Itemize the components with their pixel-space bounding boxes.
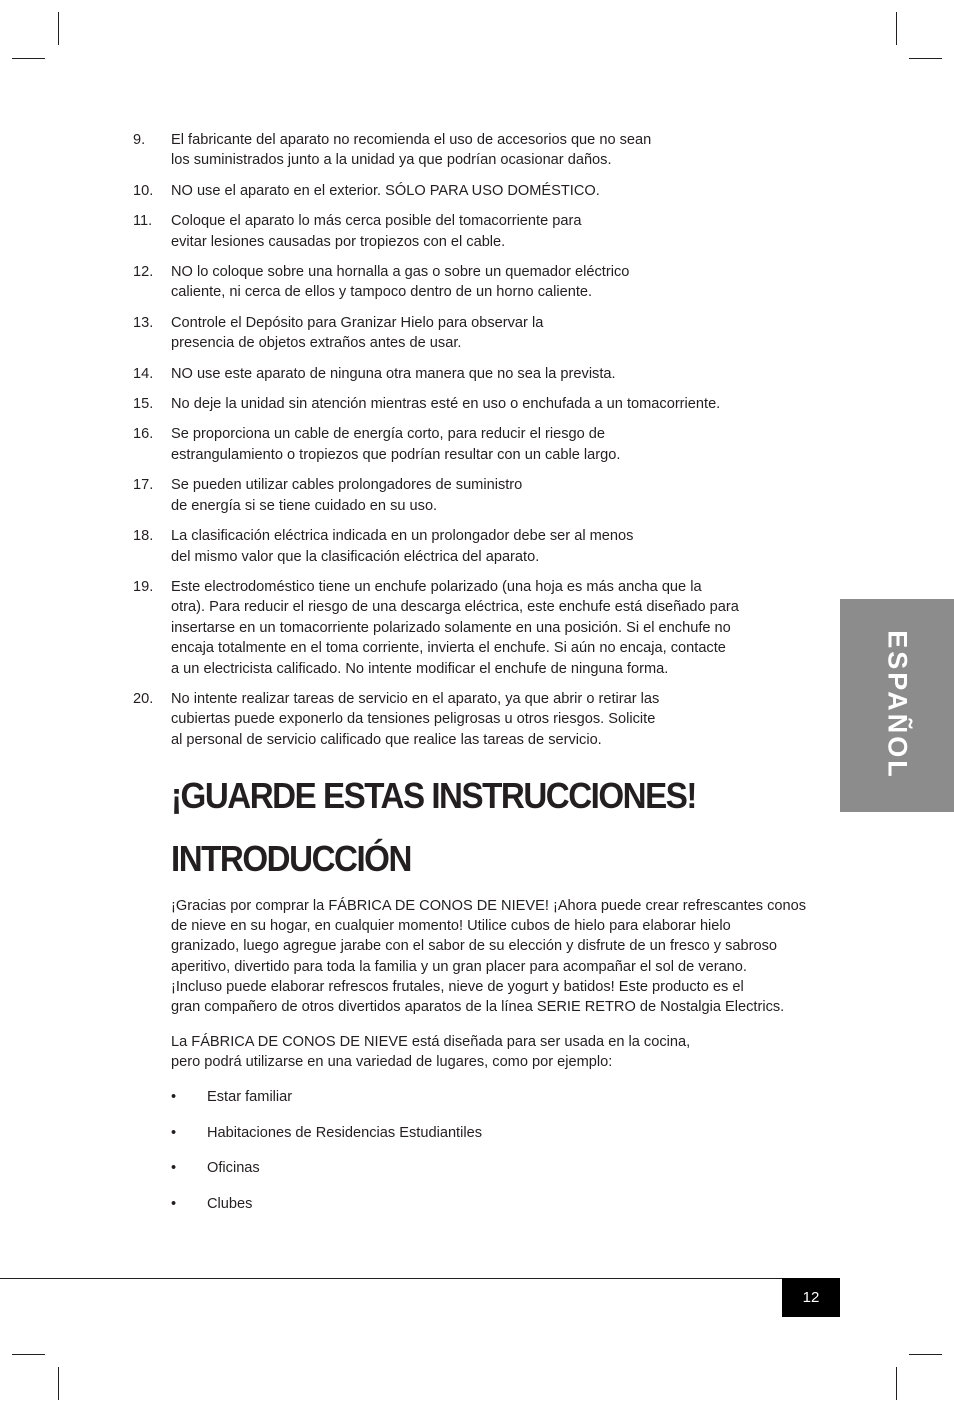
text-line: presencia de objetos extraños antes de usar.	[171, 335, 462, 352]
list-item-text	[171, 424, 840, 465]
text-line: granizado, luego agregue jarabe con el sabor de su elección y disfrute de un fresco y sabroso	[171, 938, 778, 955]
bullet-text: Oficinas	[207, 1160, 260, 1176]
intro-paragraph-1	[171, 896, 831, 1017]
safety-instructions-list	[0, 130, 840, 760]
list-item	[0, 211, 840, 252]
text-line: a un electricista calificado. No intente modificar el enchufe de ninguna forma.	[171, 660, 669, 677]
crop-mark	[896, 12, 897, 45]
language-tab-label: ESPAÑOL	[882, 630, 913, 780]
list-item	[0, 364, 840, 384]
list-item-number: 18.	[133, 528, 154, 545]
text-line: los suministrados junto a la unidad ya que podrían ocasionar daños.	[171, 152, 612, 169]
list-item-number: 11.	[133, 213, 153, 230]
list-item	[0, 689, 840, 750]
text-line: Coloque el aparato lo más cerca posible del tomacorriente para	[171, 213, 582, 230]
list-item-number: 10.	[133, 182, 154, 199]
list-item-text	[171, 262, 840, 303]
list-item-text	[171, 130, 840, 171]
text-line: Se pueden utilizar cables prolongadores de suministro	[171, 477, 523, 494]
text-line: pero podrá utilizarse en una variedad de lugares, como por ejemplo:	[171, 1054, 613, 1071]
list-item-text	[171, 313, 840, 354]
text-line: insertarse en un tomacorriente polarizado solamente en una posición. Si el enchufe no	[171, 619, 731, 636]
crop-mark	[12, 58, 45, 59]
text-line: La FÁBRICA DE CONOS DE NIEVE está diseñada para ser usada en la cocina,	[171, 1034, 691, 1050]
bullet-text: Clubes	[207, 1195, 253, 1212]
list-item	[0, 181, 840, 201]
text-line: gran compañero de otros divertidos aparatos de la línea SERIE RETRO de Nostalgia Electrics.	[171, 999, 785, 1016]
list-item	[0, 130, 840, 171]
list-item	[0, 577, 840, 679]
crop-mark	[909, 58, 942, 59]
language-side-tab	[840, 599, 954, 812]
save-instructions-heading: ¡GUARDE ESTAS INSTRUCCIONES!	[171, 775, 696, 816]
bullet-dot-icon: •	[171, 1195, 177, 1212]
crop-mark	[58, 12, 59, 45]
text-line: otra). Para reducir el riesgo de una descarga eléctrica, este enchufe está diseñado para	[171, 599, 739, 616]
crop-mark	[896, 1367, 897, 1400]
text-line: No intente realizar tareas de servicio en el aparato, ya que abrir o retirar las	[171, 690, 660, 707]
bullet-dot-icon: •	[171, 1124, 177, 1141]
text-line: evitar lesiones causadas por tropiezos con el cable.	[171, 233, 506, 250]
text-line: del mismo valor que la clasificación eléctrica del aparato.	[171, 548, 540, 565]
list-item-text	[171, 211, 840, 252]
bullet-text: Estar familiar	[207, 1089, 293, 1105]
text-line: NO use este aparato de ninguna otra manera que no sea la prevista.	[171, 365, 616, 382]
list-item	[0, 475, 840, 516]
text-line: NO lo coloque sobre una hornalla a gas o sobre un quemador eléctrico	[171, 264, 630, 281]
text-line: de nieve en su hogar, en cualquier momento! Utilice cubos de hielo para elaborar hielo	[171, 918, 731, 935]
text-line: No deje la unidad sin atención mientras esté en uso o enchufada a un tomacorriente.	[171, 396, 721, 413]
text-line: Controle el Depósito para Granizar Hielo para observar la	[171, 314, 544, 331]
text-line: estrangulamiento o tropiezos que podrían resultar con un cable largo.	[171, 446, 621, 463]
list-item	[0, 424, 840, 465]
list-item	[0, 394, 840, 414]
crop-mark	[58, 1367, 59, 1400]
list-item-text	[171, 526, 840, 567]
list-item-number: 9.	[133, 132, 146, 148]
list-item-number: 17.	[133, 477, 154, 494]
list-item-number: 15.	[133, 396, 154, 413]
text-line: aperitivo, divertido para toda la familia y un gran placer para acompañar el sol de verano.	[171, 958, 747, 975]
list-item-text	[171, 689, 840, 750]
crop-mark	[909, 1354, 942, 1355]
text-line: ¡Gracias por comprar la FÁBRICA DE CONOS DE NIEVE! ¡Ahora puede crear refrescantes conos	[171, 898, 807, 914]
list-item-text	[171, 394, 840, 414]
text-line: La clasificación eléctrica indicada en un prolongador debe ser al menos	[171, 528, 634, 545]
page-number: 12	[782, 1278, 840, 1317]
list-item-number: 16.	[133, 426, 154, 443]
list-item-number: 13.	[133, 314, 154, 331]
text-line: caliente, ni cerca de ellos y tampoco dentro de un horno caliente.	[171, 284, 593, 301]
introduction-heading: INTRODUCCIÓN	[171, 838, 411, 879]
list-item-number: 19.	[133, 578, 154, 595]
list-item	[0, 313, 840, 354]
text-line: cubiertas puede exponerlo da tensiones peligrosas u otros riesgos. Solicite	[171, 711, 656, 728]
list-item	[0, 262, 840, 303]
bullet-dot-icon: •	[171, 1160, 177, 1176]
list-item-text	[171, 475, 840, 516]
text-line: NO use el aparato en el exterior. SÓLO PARA USO DOMÉSTICO.	[171, 182, 600, 199]
crop-mark	[12, 1354, 45, 1355]
text-line: encaja totalmente en el toma corriente, invierta el enchufe. Si aún no encaja, contacte	[171, 640, 726, 657]
list-item-number: 12.	[133, 264, 154, 281]
bullet-text: Habitaciones de Residencias Estudiantiles	[207, 1124, 483, 1141]
list-item-number: 14.	[133, 365, 154, 382]
list-item-number: 20.	[133, 690, 154, 707]
text-line: El fabricante del aparato no recomienda el uso de accesorios que no sean	[171, 132, 652, 148]
bullet-dot-icon: •	[171, 1089, 177, 1105]
text-line: al personal de servicio calificado que realice las tareas de servicio.	[171, 731, 602, 748]
list-item-text	[171, 181, 840, 201]
footer-rule	[0, 1278, 840, 1279]
list-item-text	[171, 577, 840, 679]
text-line: ¡Incluso puede elaborar refrescos frutales, nieve de yogurt y batidos! Este producto es el	[171, 978, 744, 995]
text-line: Este electrodoméstico tiene un enchufe polarizado (una hoja es más ancha que la	[171, 578, 702, 595]
text-line: Se proporciona un cable de energía corto, para reducir el riesgo de	[171, 426, 606, 443]
text-line: de energía si se tiene cuidado en su uso.	[171, 497, 438, 514]
intro-paragraph-2	[171, 1032, 831, 1072]
list-item-text	[171, 364, 840, 384]
list-item	[0, 526, 840, 567]
